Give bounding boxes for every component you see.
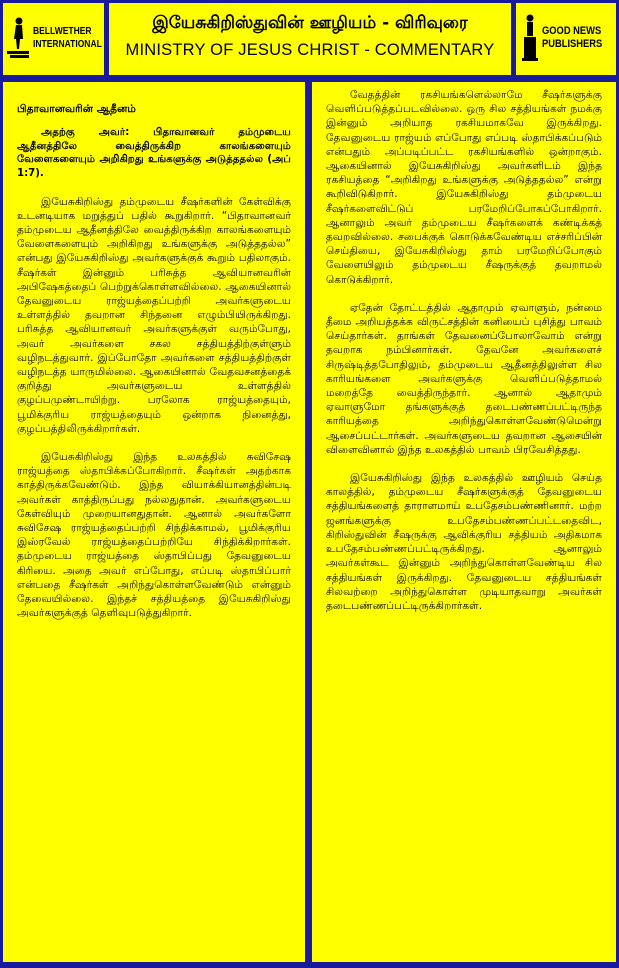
tower-figure-icon xyxy=(522,13,538,61)
left-column xyxy=(3,82,305,962)
paragraph: வேதத்தின் ரகசியங்களெல்லாமே சீஷர்களுக்கு வெளிப்படுத்தப்படவில்லை. ஒரு சில சத்தியங்கள் நமக்கு இன்னும் அறியாத ரகசியமாகவே இருக்கிறது. தேவனுடைய ராஜ்யம் எப்போது எப்படி ஸ்தாபிக்கப்படும் என்பதும் அப்படிப்பட்ட ரகசியங்களில் ஒன்றாகும். ஆகையினால் இயேசுகிறிஸ்து அவர்களிடம் இந்த ரகசியத்தை “அறிகிறது உங்களுக்கு அடுத்ததல்ல” என்று கூறிவிடுகிறார். இயேசுகிறிஸ்து தம்முடைய சீஷர்களைவிட்டுப் பரமேறிப்போகப்போகிறார். ஆனாலும் அவர் தம்முடைய சீஷர்களைக் கண்டிக்கத் தவறவில்லை. சபைக்குக் கொடுக்கவேண்டிய எச்சரிப்பின் செய்தியை, இயேசுகிறிஸ்து தாம் பரமேறிப்போகும் வேளையிலும் தம்முடைய சீஷருக்குத் தவறாமல் கொடுக்கிறார். xyxy=(326,89,602,286)
bellwether-logo xyxy=(3,3,104,75)
paragraph: இயேசுகிறிஸ்து தம்முடைய சீஷர்களின் கேள்விக்கு உடனடியாக மறுத்துப் பதில் கூறுகிறார். “பிதாவானவர் தம்முடைய ஆதீனத்திலே வைத்திருக்கிற காலங்களையும் வேளைகளையும் அறிகிறது உங்களுக்கு அடுத்ததல்ல” என்பது இயேசுகிறிஸ்து அவர்களுக்குக் கூறும் பதிலாகும். சீஷர்கள் இன்னும் பரிசுத்த ஆவியானவரின் அபிஷேகத்தைப் பெற்றுக்கொள்ளவில்லை. ஆகையினால் தேவனுடைய ராஜ்யத்தைப்பற்றி அவர்களுடைய உள்ளத்தில் தவறான சிந்தனை எழும்பியிருக்கிறது. பரிசுத்த ஆவியானவர் அவர்களுக்குள் வரும்போது, அவர் அவர்களை சகல சத்தியத்திற்குள்ளும் வழிநடத்துவார். இப்போதோ அவர்களை சத்தியத்திற்குள் வழிநடத்த யாருமில்லை. ஆகையினால் வேதவசனத்தைக் குறித்து அவர்களுடைய உள்ளத்தில் குழப்பமுண்டாயிற்று. பரலோக ராஜ்யத்தையும், பூமிக்குரிய ராஜ்யத்தையும் ஒன்றாக நினைத்து, குழப்பத்திலிருக்கிறார்கள். xyxy=(17,195,291,435)
section-heading: பிதாவானவரின் ஆதீனம் xyxy=(17,103,136,115)
scripture-verse: அதற்கு அவர்: பிதாவானவர் தம்முடைய ஆதீனத்திலே வைத்திருக்கிற காலங்களையும் வேளைகளையும் அறிகிறது உங்களுக்கு அடுத்ததல்ல (அப் 1:7). xyxy=(17,127,291,179)
bellwether-logo-text xyxy=(33,25,102,51)
logo-line-2: INTERNATIONAL xyxy=(33,39,102,50)
page-title-tamil: இயேசுகிறிஸ்துவின் ஊழியம் - விரிவுரை xyxy=(152,13,468,33)
paragraph: இயேசுகிறிஸ்து இந்த உலகத்தில் சுவிசேஷ ராஜ்யத்தை ஸ்தாபிக்கப்போகிறார். சீஷர்கள் அதற்காக காத்திருக்கவேண்டும். இந்த வியாக்கியானத்தின்படி அவர்கள் காத்திருப்பது நல்லதுதான். அவர்களுடைய கேள்வியும் முறையானதுதான். ஆனால் அவர்களோ சுவிசேஷ ராஜ்யத்தைப்பற்றி சிந்திக்காமல், பூமிக்குரிய இஸ்ரவேல் ராஜ்யத்தைப்பற்றியே சிந்திக்கிறார்கள். தம்முடைய ராஜ்யத்தை ஸ்தாபிப்பது தேவனுடைய கிரியை. அதை அவர் எப்போது, எப்படி ஸ்தாபிப்பார் என்பதை சீஷர்கள் அறிந்துகொள்ளவேண்டும் என்னும் தேவையில்லை. இந்தச் சத்தியத்தை இயேசுகிறிஸ்து அவர்களுக்குத் தெளிவுபடுத்துகிறார். xyxy=(17,451,291,620)
right-column xyxy=(312,82,616,962)
header-bar xyxy=(0,0,619,78)
logo-line-1: GOOD NEWS xyxy=(542,25,602,37)
title-box xyxy=(109,3,511,75)
good-news-logo xyxy=(516,3,616,75)
good-news-logo-text xyxy=(542,25,602,51)
paragraph: ஏதேன் தோட்டத்தில் ஆதாமும் ஏவாளும், நன்மை தீமை அறியத்தக்க விருட்சத்தின் கனியைப் புசித்து பாவம் செய்தார்கள். தாங்கள் தேவனைப்போலாவோம் என்று தவறாக நம்பினார்கள். தேவனே அவர்களைச் சிருஷ்டித்தபோதிலும், தம்முடைய ஆதீனத்திலுள்ள சில காரியங்களை அவர்களுக்கு வெளிப்படுத்தாமல் மறைத்தே வைத்திருந்தார். ஆனால் ஆதாமும் ஏவாளுமோ தங்களுக்குத் தடைபண்ணப்பட்டிருந்த காரியத்தை அறிந்துகொள்ளவேண்டுமென்று ஆசைப்பட்டார்கள். அவர்களுடைய தவறான ஆசையின் விளைவினால் இந்த உலகத்தில் பாவம் பிரவேசித்தது. xyxy=(326,301,602,456)
stairs-figure-icon xyxy=(7,15,29,59)
logo-line-2: PUBLISHERS xyxy=(542,38,603,50)
logo-line-1: BELLWETHER xyxy=(33,26,92,37)
paragraph: இயேசுகிறிஸ்து இந்த உலகத்தில் ஊழியம் செய்த காலத்தில், தம்முடைய சீஷர்களுக்குத் தேவனுடைய சத்தியங்களைத் தாராளமாய் உபதேசம்பண்ணினார். மற்ற ஜனங்களுக்கு உபதேசம்பண்ணப்பட்டதைவிட, கிறிஸ்துவின் சீஷருக்கு ஆவிக்குரிய சத்தியம் அதிகமாக உபதேசம்பண்ணப்பட்டிருக்கிறது. ஆனாலும் அவர்கள்கூட இன்னும் அறிந்துகொள்ளவேண்டிய சில சத்தியங்கள் இருக்கிறது. தேவனுடைய சத்தியங்கள் சிலவற்றை அறிந்துகொள்ள முடியாதவாறு அவர்கள் தடைபண்ணப்பட்டிருக்கிறார்கள். xyxy=(326,472,602,612)
page-title-english: MINISTRY OF JESUS CHRIST - COMMENTARY xyxy=(125,41,495,59)
